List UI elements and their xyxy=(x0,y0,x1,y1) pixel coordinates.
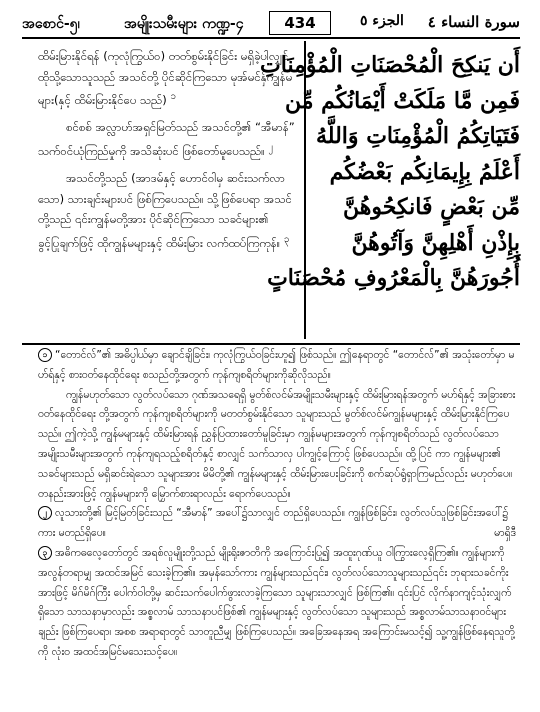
footnote-ref-2: ၂ xyxy=(268,141,274,153)
translation-paragraph-2: စင်စစ် အလ္လာဟ်အရှင်မြတ်သည် အသင်တို့၏ “အီမာန်” သက်ဝင်ယုံကြည်မှုကို အသိဆုံးပင် ဖြစ်တော်မူပေသည်။ $^၂$ xyxy=(38,120,295,158)
footnotes xyxy=(38,346,516,663)
footnote-3: ၃ အဓိကဓလေ့တော်တွင် အရစ်လူမျိုးတို့သည် မျိုးရိုးဇာတိကို အကြောင်းပြု၍ အထူးဂုဏ်ယူ ဝါကြွားလေ့ရှိကြ၏။ ကျွန်များကို အလွန်တရာမျှ အထင်အမြင် သေးခဲ့ကြ၏။ အမှန်သော်ကား ကျွန်များသည်၎င်း၊ လွတ်လပ်သောသူများသည်၎င်း ဘုရားသခင်ကိုးအားဖြင့် မိဂ်မိဂ်ကြီး ပေါက်ဝါတို့မှ ဆင်းသက်ပေါက်ဖွားလာခဲ့ကြသော သူများသာလျှင် ဖြစ်ကြ၏။ ၎င်းပြင် လိုက်နာကျင့်သုံးလျှက်ရှိသော သာသနာမှာလည်း အစ္စလာမ် သာသနာပင်ဖြစ်၏ ကျွန်မများနှင့် လွတ်လပ်သော သူများသည် အစ္စလာမ်သာသနာဝင်များချည်း ဖြစ်ကြပေရာ၊ အစစ အရာရာတွင် သာတူညီမျှ ဖြစ်ကြပေသည်။ အခြေအနေအရ အကြောင်းမသင့်၍ သူ့ကျွန်ဖြစ်နေရသူတို့ကို လုံးဝ အထင်အမြင်မသေးသင့်ပေ။ xyxy=(38,546,515,658)
section-label: အမျိုးသမီးများ ကဏ္ဍ-၄ xyxy=(124,16,244,32)
volume-label: အစောင်-၅၊ xyxy=(22,16,80,32)
arabic-line: فَمِن مَّا مَلَكَتْ أَيْمَانُكُم مِّن xyxy=(284,87,520,114)
footnote-ref-1: ၁ xyxy=(170,91,176,102)
surah-label: سورة النساء ٤ xyxy=(427,13,520,31)
footnote-number-1: ၁ xyxy=(38,348,52,362)
footnote-rule xyxy=(22,343,520,345)
footnote-number-3: ၃ xyxy=(38,546,52,560)
arabic-line: أَن يَنكِحَ الْمُحْصَنَاتِ الْمُؤْمِنَاتِ xyxy=(260,52,520,78)
footnote-2-source: မာရှိဒီ xyxy=(494,527,516,540)
footnote-ref-3: ၃ xyxy=(283,233,290,245)
arabic-line: فَتَيَاتِكُمُ الْمُؤْمِنَاتِ وَاللَّهُ xyxy=(316,123,520,149)
footnote-number-2: ၂ xyxy=(38,506,52,520)
arabic-verse-column xyxy=(260,48,520,297)
page-number: 434 xyxy=(269,11,331,35)
arabic-line: أَعْلَمُ بِإِيمَانِكُم بَعْضُكُم xyxy=(329,158,520,185)
page-header xyxy=(22,8,520,36)
translation-paragraph-3: အသင်တို့သည် (အာဒမ်နှင့် ဟောင်ဝါမှ ဆင်းသက်လာသော) သားချင်းများပင် ဖြစ်ကြပေသည်။ သို့ဖြစ်ပေရာ အသင်တို့သည် ၎င်းကျွန်မတို့အား ပိုင်ဆိုင်ကြသော သခင်များ၏ ခွင့်ပြုချက်ဖြင့် ထိုကျွန်မများနှင့် ထိမ်းမြား လက်ထပ်ကြကုန်။ $^၃$ xyxy=(38,171,292,250)
footnote-2: ၂ လူသားတို့၏ မြင့်မြတ်ခြင်းသည် “အီမာန်” အပေါ်၌သာလျှင် တည်ရှိပေသည်။ ကျွန်ဖြစ်ခြင်း၊ လွတ်လပ်သူဖြစ်ခြင်းအပေါ်၌ ကား မတည်ရှိပေ။ မာရှိဒီ xyxy=(38,504,516,544)
translation-column xyxy=(38,46,296,260)
arabic-line: مِّن بَعْضٍ فَانكِحُوهُنَّ xyxy=(343,194,520,220)
arabic-line: أُجُورَهُنَّ بِالْمَعْرُوفِ مُحْصَنَاتٍ xyxy=(267,265,520,291)
footnote-1: ၁ “တောင်လ်”၏ အဓိပ္ပါယ်မှာ ချောင်ချိခြင်း၊ ကုလုံကြွယ်ဝခြင်းဟူ၍ ဖြစ်သည်။ ဤနေရာတွင် “တောင်လ်”၏ အသုံးတော်မှာ မဟ်ရ်နှင့် စားဝတ်နေထိုင်ရေး စသည်တို့အတွက် ကုန်ကျစရိတ်များကိုဆိုလိုသည်။ xyxy=(38,349,515,381)
juz-label: الجزء ٥ xyxy=(360,13,404,29)
header-rule xyxy=(22,37,520,39)
footnote-1-continued: ကျွန်မဟုတ်သော လွတ်လပ်သော ဂုဏ်အသရေရှိ မွတ်စ်လင်မ်အမျိုးသမီးများနှင့် ထိမ်းမြားရန်အတွက် မဟ်ရ်နှင့် အခြားစားဝတ်နေထိုင်ရေး တို့အတွက် ကုန်ကျစရိတ်များကို မတတ်စွမ်းနိုင်သော သူများသည် မွတ်စ်လင်မ်ကျွန်မများနှင့် ထိမ်းမြားနိုင်ကြပေသည်။ ဤကဲ့သို့ ကျွန်မများနှင့် ထိမ်းမြားရန် ညွှန်ပြထားတော်မူခြင်းမှာ ကျွန်မများအတွက် ကုန်ကျစရိတ်သည် လွတ်လပ်သော အမျိုးသမီးများအတွက် ကုန်ကျရသည့်စရိတ်နှင့် စာလျှင် သက်သာလှ ပါကျွင့်ကြောင့် ဖြစ်ပေသည်။ ထို့ပြင် ကာ ကျွန်မများ၏ သခင်များသည် မရှိဆင်းရဲသော သူများအား မိမိတို့၏ ကျွန်မများနှင့် ထိမ်းမြားပေးခြင်းကို စက်ဆုပ်ရွံရှာကြမည်လည်း မဟုတ်ပေ။ တနည်းအားဖြင့် ကျွန်မများကို မြှောက်စားရာလည်း ရောက်ပေသည်။ xyxy=(38,388,516,500)
arabic-line: بِإِذْنِ أَهْلِهِنَّ وَآتُوهُنَّ xyxy=(351,229,520,256)
translation-paragraph-1: ထိမ်းမြားနိုင်ရန် (ကုလုံကြွယ်ဝ) တတ်စွမ်းနိုင်ခြင်း မရှိခဲ့ပါလျှင် ထိုသို့သောသူသည် အသင်တို့ ပိုင်ဆိုင်ကြသော မုအ်မင်နှ်ကျွန်မများ(နှင့် ထိမ်းမြားနိုင်ပေ သည်) $^၁$ xyxy=(38,49,293,107)
